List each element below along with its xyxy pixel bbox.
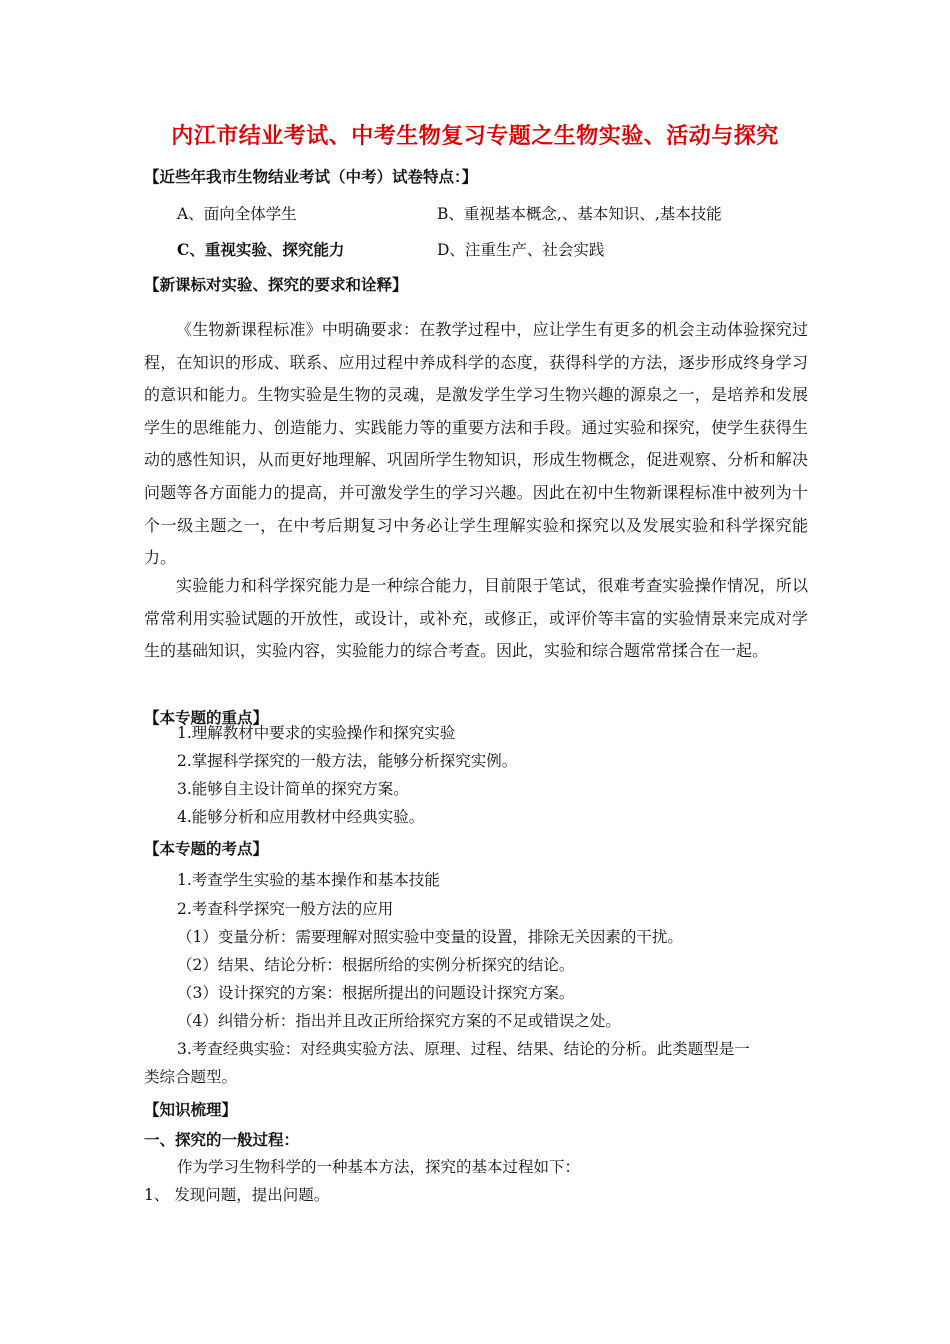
- exam-points-heading: 【本专题的考点】: [144, 839, 269, 858]
- standard-heading: 【新课标对实验、探究的要求和诠释】: [144, 275, 408, 294]
- knowledge-subheading: 一、探究的一般过程：: [144, 1130, 300, 1149]
- key-point-item: 1.理解教材中要求的实验操作和探究实验: [177, 724, 456, 742]
- features-heading: 【近些年我市生物结业考试（中考）试卷特点：】: [144, 167, 478, 186]
- knowledge-step-1: 1、 发现问题，提出问题。: [144, 1186, 330, 1204]
- exam-point-item: 类综合题型。: [144, 1068, 238, 1086]
- key-points-heading: 【本专题的重点】: [144, 708, 269, 727]
- exam-point-item: 1.考查学生实验的基本操作和基本技能: [177, 871, 440, 889]
- exam-point-item: 3.考查经典实验：对经典实验方法、原理、过程、结果、结论的分析。此类题型是一: [177, 1040, 750, 1058]
- exam-point-item: （2）结果、结论分析：根据所给的实例分析探究的结论。: [177, 956, 575, 974]
- feature-item-b: B、重视基本概念,、基本知识、,基本技能: [437, 205, 722, 223]
- knowledge-intro: 作为学习生物科学的一种基本方法，探究的基本过程如下：: [177, 1158, 581, 1176]
- page-title: 内江市结业考试、中考生物复习专题之生物实验、活动与探究: [171, 123, 779, 149]
- feature-item-d: D、注重生产、社会实践: [437, 241, 605, 259]
- exam-point-item: （4）纠错分析：指出并且改正所给探究方案的不足或错误之处。: [177, 1012, 621, 1030]
- feature-item-c: C、重视实验、探究能力: [177, 240, 345, 259]
- standard-paragraph-1: 《生物新课程标准》中明确要求：在教学过程中，应让学生有更多的机会主动体验探究过程，在知识的形成、联系、应用过程中养成科学的态度，获得科学的方法，逐步形成终身学习的意识和能力。生物实验是生物的灵魂，是激发学生学习生物兴趣的源泉之一，是培养和发展学生的思维能力、创造能力、实践能力等的重要方法和手段。通过实验和探究，使学生获得生动的感性知识，从而更好地理解、巩固所学生物知识，形成生物概念，促进观察、分析和解决问题等各方面能力的提高，并可激发学生的学习兴趣。因此在初中生物新课程标准中被列为十个一级主题之一，在中考后期复习中务必让学生理解实验和探究以及发展实验和科学探究能力。: [144, 320, 808, 568]
- feature-item-a: A、面向全体学生: [177, 205, 297, 223]
- exam-point-item: 2.考查科学探究一般方法的应用: [177, 900, 394, 918]
- key-point-item: 2.掌握科学探究的一般方法，能够分析探究实例。: [177, 752, 518, 770]
- standard-paragraph-2: 实验能力和科学探究能力是一种综合能力，目前限于笔试，很难考查实验操作情况，所以常常利用实验试题的开放性，或设计，或补充，或修正，或评价等丰富的实验情景来完成对学生的基础知识，实验内容，实验能力的综合考查。因此，实验和综合题常常揉合在一起。: [144, 576, 808, 661]
- exam-point-item: （1）变量分析：需要理解对照实验中变量的设置，排除无关因素的干扰。: [177, 928, 683, 946]
- knowledge-heading: 【知识梳理】: [144, 1100, 238, 1119]
- key-point-item: 4.能够分析和应用教材中经典实验。: [177, 808, 425, 826]
- exam-point-item: （3）设计探究的方案：根据所提出的问题设计探究方案。: [177, 984, 575, 1002]
- key-point-item: 3.能够自主设计简单的探究方案。: [177, 780, 409, 798]
